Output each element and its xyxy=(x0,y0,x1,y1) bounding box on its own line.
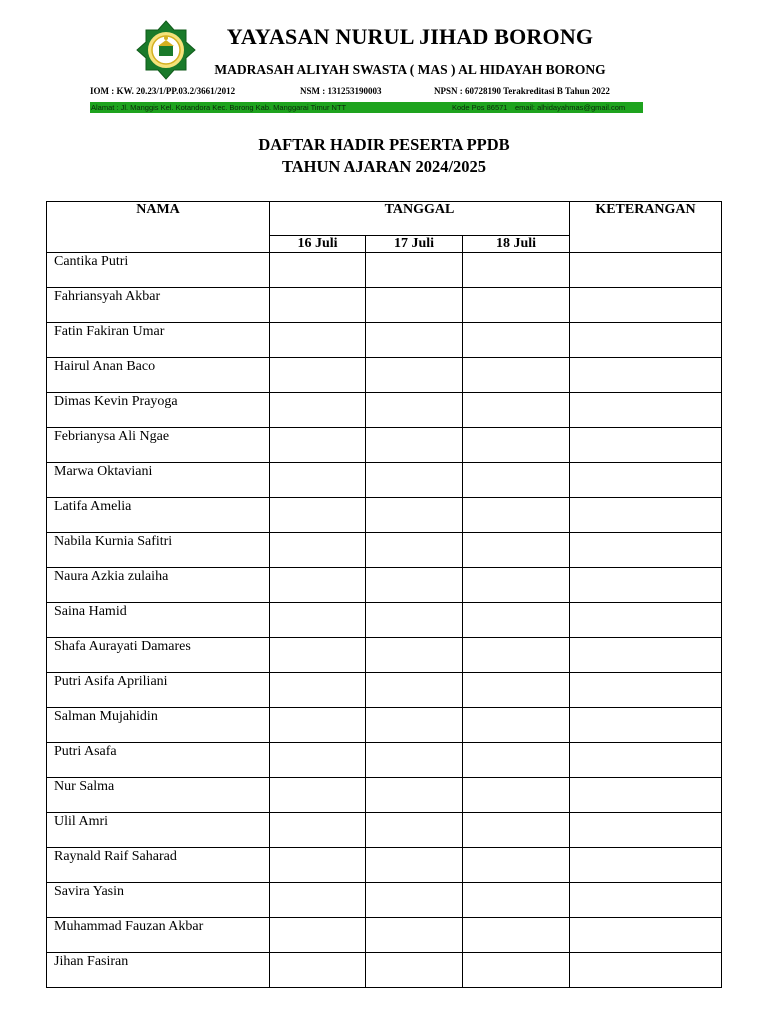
table-row xyxy=(47,253,722,288)
keterangan-cell[interactable] xyxy=(570,918,722,953)
date-1-cell[interactable] xyxy=(270,638,366,673)
date-2-cell[interactable] xyxy=(366,778,463,813)
date-2-cell[interactable] xyxy=(366,323,463,358)
document-subtitle: TAHUN AJARAN 2024/2025 xyxy=(281,157,487,176)
date-3-cell[interactable] xyxy=(463,463,570,498)
date-1-cell[interactable] xyxy=(270,743,366,778)
table-row xyxy=(47,848,722,883)
student-name: Naura Azkia zulaiha xyxy=(47,568,270,603)
attendance-rows xyxy=(47,253,722,988)
table-row xyxy=(47,603,722,638)
date-2-cell[interactable] xyxy=(366,358,463,393)
table-row xyxy=(47,743,722,778)
email-text: email: alhidayahmas@gmail.com xyxy=(515,103,626,112)
keterangan-cell[interactable] xyxy=(570,743,722,778)
table-row xyxy=(47,568,722,603)
date-1-cell[interactable] xyxy=(270,498,366,533)
header-date-1: 16 Juli xyxy=(270,236,366,253)
student-name: Dimas Kevin Prayoga xyxy=(47,393,270,428)
table-row xyxy=(47,638,722,673)
table-row xyxy=(47,778,722,813)
date-1-cell[interactable] xyxy=(270,848,366,883)
keterangan-cell[interactable] xyxy=(570,288,722,323)
npsn-number: NPSN : 60728190 Terakreditasi B Tahun 2022 xyxy=(434,86,610,96)
student-name: Raynald Raif Saharad xyxy=(47,848,270,883)
postal-code: Kode Pos 86571 xyxy=(452,103,508,112)
date-1-cell[interactable] xyxy=(270,533,366,568)
keterangan-cell[interactable] xyxy=(570,568,722,603)
student-name: Shafa Aurayati Damares xyxy=(47,638,270,673)
student-name: Savira Yasin xyxy=(47,883,270,918)
student-name: Cantika Putri xyxy=(47,253,270,288)
table-row xyxy=(47,673,722,708)
student-name: Hairul Anan Baco xyxy=(47,358,270,393)
attendance-table xyxy=(46,201,722,988)
keterangan-cell[interactable] xyxy=(570,883,722,918)
keterangan-cell[interactable] xyxy=(570,393,722,428)
table-row xyxy=(47,358,722,393)
nsm-number: NSM : 131253190003 xyxy=(300,86,382,96)
date-1-cell[interactable] xyxy=(270,393,366,428)
date-2-cell[interactable] xyxy=(366,918,463,953)
date-3-cell[interactable] xyxy=(463,603,570,638)
date-1-cell[interactable] xyxy=(270,603,366,638)
student-name: Nur Salma xyxy=(47,778,270,813)
student-name: Saina Hamid xyxy=(47,603,270,638)
date-3-cell[interactable] xyxy=(463,848,570,883)
keterangan-cell[interactable] xyxy=(570,848,722,883)
date-3-cell[interactable] xyxy=(463,918,570,953)
date-1-cell[interactable] xyxy=(270,883,366,918)
table-row xyxy=(47,918,722,953)
date-3-cell[interactable] xyxy=(463,638,570,673)
date-1-cell[interactable] xyxy=(270,358,366,393)
keterangan-cell[interactable] xyxy=(570,673,722,708)
date-2-cell[interactable] xyxy=(366,708,463,743)
date-1-cell[interactable] xyxy=(270,463,366,498)
date-2-cell[interactable] xyxy=(366,393,463,428)
keterangan-cell[interactable] xyxy=(570,533,722,568)
header-nama: NAMA xyxy=(47,202,270,253)
date-3-cell[interactable] xyxy=(463,498,570,533)
table-row xyxy=(47,708,722,743)
date-2-cell[interactable] xyxy=(366,883,463,918)
date-2-cell[interactable] xyxy=(366,743,463,778)
student-name: Fatin Fakiran Umar xyxy=(47,323,270,358)
keterangan-cell[interactable] xyxy=(570,498,722,533)
date-2-cell[interactable] xyxy=(366,463,463,498)
table-row xyxy=(47,428,722,463)
student-name: Jihan Fasiran xyxy=(47,953,270,988)
date-2-cell[interactable] xyxy=(366,428,463,463)
date-3-cell[interactable] xyxy=(463,813,570,848)
date-1-cell[interactable] xyxy=(270,673,366,708)
student-name: Latifa Amelia xyxy=(47,498,270,533)
header-date-2: 17 Juli xyxy=(366,236,463,253)
student-name: Nabila Kurnia Safitri xyxy=(47,533,270,568)
date-2-cell[interactable] xyxy=(366,638,463,673)
address-text: Alamat : Jl. Manggis Kel. Kotandora Kec. Borong Kab. Manggarai Timur NTT xyxy=(91,103,347,112)
date-1-cell[interactable] xyxy=(270,323,366,358)
header-keterangan: KETERANGAN xyxy=(570,202,722,253)
date-2-cell[interactable] xyxy=(366,953,463,988)
date-3-cell[interactable] xyxy=(463,568,570,603)
date-3-cell[interactable] xyxy=(463,883,570,918)
date-3-cell[interactable] xyxy=(463,953,570,988)
keterangan-cell[interactable] xyxy=(570,358,722,393)
date-1-cell[interactable] xyxy=(270,953,366,988)
school-name: MADRASAH ALIYAH SWASTA ( MAS ) AL HIDAYAH BORONG xyxy=(214,62,606,77)
keterangan-cell[interactable] xyxy=(570,253,722,288)
date-1-cell[interactable] xyxy=(270,708,366,743)
document-title: DAFTAR HADIR PESERTA PPDB xyxy=(258,135,510,154)
student-name: Fahriansyah Akbar xyxy=(47,288,270,323)
date-3-cell[interactable] xyxy=(463,358,570,393)
table-row xyxy=(47,463,722,498)
table-row xyxy=(47,498,722,533)
table-row xyxy=(47,533,722,568)
keterangan-cell[interactable] xyxy=(570,463,722,498)
student-name: Ulil Amri xyxy=(47,813,270,848)
keterangan-cell[interactable] xyxy=(570,638,722,673)
keterangan-cell[interactable] xyxy=(570,603,722,638)
keterangan-cell[interactable] xyxy=(570,708,722,743)
keterangan-cell[interactable] xyxy=(570,778,722,813)
date-2-cell[interactable] xyxy=(366,673,463,708)
date-3-cell[interactable] xyxy=(463,253,570,288)
student-name: Salman Mujahidin xyxy=(47,708,270,743)
date-1-cell[interactable] xyxy=(270,813,366,848)
header-tanggal: TANGGAL xyxy=(270,202,570,236)
address-bar xyxy=(90,102,643,113)
date-3-cell[interactable] xyxy=(463,323,570,358)
table-row xyxy=(47,323,722,358)
date-3-cell[interactable] xyxy=(463,673,570,708)
date-2-cell[interactable] xyxy=(366,498,463,533)
date-2-cell[interactable] xyxy=(366,813,463,848)
date-3-cell[interactable] xyxy=(463,288,570,323)
keterangan-cell[interactable] xyxy=(570,428,722,463)
student-name: Putri Asafa xyxy=(47,743,270,778)
date-1-cell[interactable] xyxy=(270,288,366,323)
date-2-cell[interactable] xyxy=(366,568,463,603)
header-date-3: 18 Juli xyxy=(463,236,570,253)
keterangan-cell[interactable] xyxy=(570,953,722,988)
date-3-cell[interactable] xyxy=(463,708,570,743)
date-3-cell[interactable] xyxy=(463,743,570,778)
iom-number: IOM : KW. 20.23/1/PP.03.2/3661/2012 xyxy=(90,86,236,96)
date-2-cell[interactable] xyxy=(366,533,463,568)
date-1-cell[interactable] xyxy=(270,253,366,288)
date-2-cell[interactable] xyxy=(366,288,463,323)
table-row xyxy=(47,288,722,323)
student-name: Febrianysa Ali Ngae xyxy=(47,428,270,463)
date-3-cell[interactable] xyxy=(463,428,570,463)
table-row xyxy=(47,393,722,428)
table-row xyxy=(47,953,722,988)
date-2-cell[interactable] xyxy=(366,253,463,288)
date-2-cell[interactable] xyxy=(366,848,463,883)
keterangan-cell[interactable] xyxy=(570,323,722,358)
organization-name: YAYASAN NURUL JIHAD BORONG xyxy=(226,24,594,49)
date-1-cell[interactable] xyxy=(270,428,366,463)
date-2-cell[interactable] xyxy=(366,603,463,638)
date-1-cell[interactable] xyxy=(270,568,366,603)
student-name: Muhammad Fauzan Akbar xyxy=(47,918,270,953)
date-1-cell[interactable] xyxy=(270,778,366,813)
table-row xyxy=(47,813,722,848)
date-3-cell[interactable] xyxy=(463,393,570,428)
date-1-cell[interactable] xyxy=(270,918,366,953)
table-row xyxy=(47,883,722,918)
date-3-cell[interactable] xyxy=(463,778,570,813)
keterangan-cell[interactable] xyxy=(570,813,722,848)
student-name: Marwa Oktaviani xyxy=(47,463,270,498)
student-name: Putri Asifa Apriliani xyxy=(47,673,270,708)
date-3-cell[interactable] xyxy=(463,533,570,568)
